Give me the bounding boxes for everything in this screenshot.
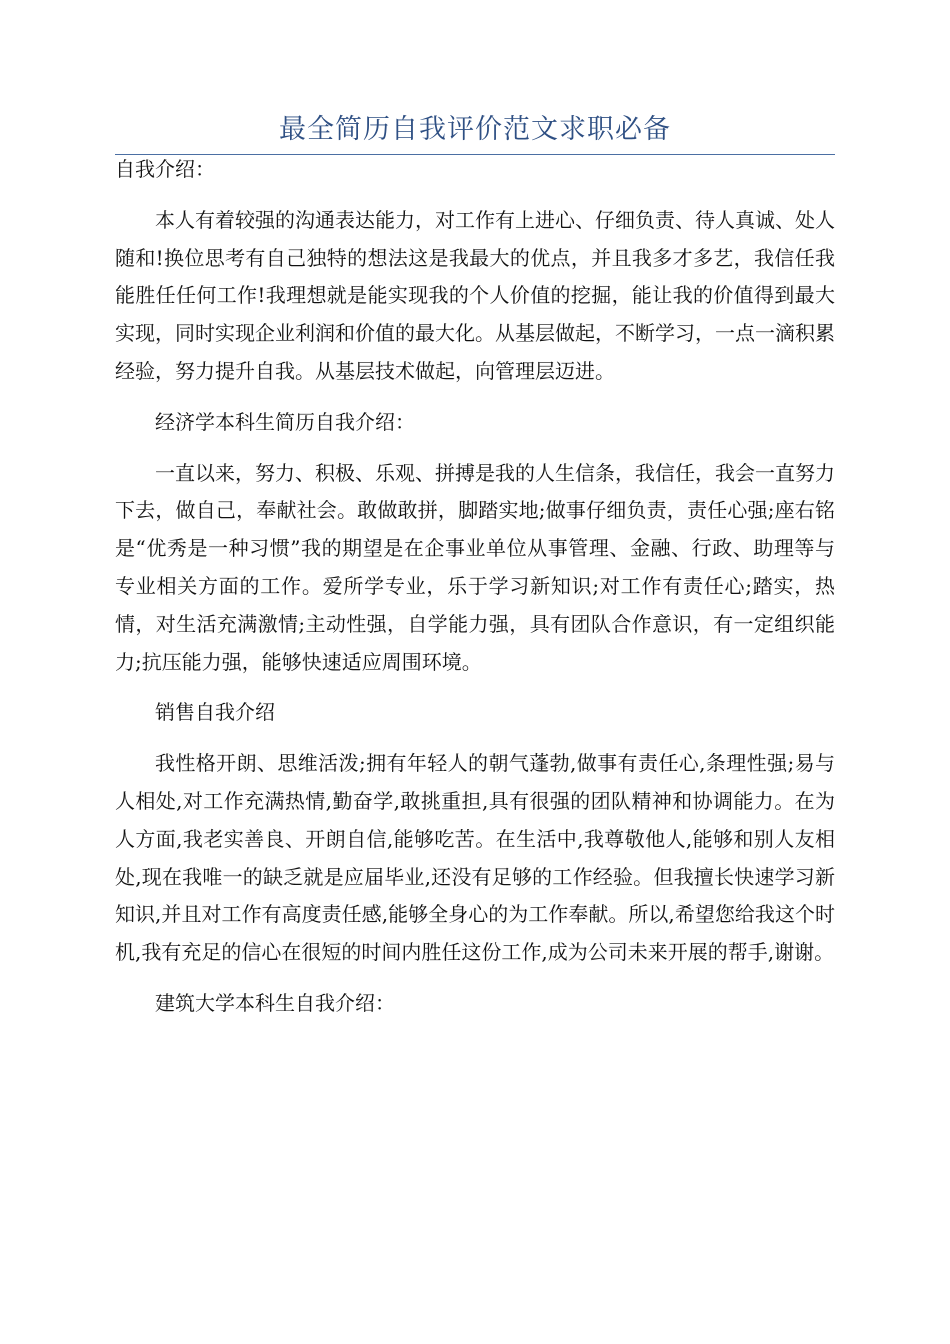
- section-label-economics: 经济学本科生简历自我介绍：: [155, 409, 415, 434]
- section-label-architecture: 建筑大学本科生自我介绍：: [155, 990, 395, 1015]
- paragraph-self-intro: 本人有着较强的沟通表达能力，对工作有上进心、仔细负责、待人真诚、处人随和!换位思考有自己独特的想法这是我最大的优点，并且我多才多艺，我信任我能胜任任何工作!我理想就是能实现我的个人价值的挖掘，能让我的价值得到最大实现，同时实现企业利润和价值的最大化。从基层做起，不断学习，一点一滴积累经验，努力提升自我。从基层技术做起，向管理层迈进。: [115, 207, 835, 383]
- paragraph-economics: 一直以来，努力、积极、乐观、拼搏是我的人生信条，我信任，我会一直努力下去，做自己，奉献社会。敢做敢拼，脚踏实地;做事仔细负责，责任心强;座右铭是“优秀是一种习惯”我的期望是在企事业单位从事管理、金融、行政、助理等与专业相关方面的工作。爱所学专业，乐于学习新知识;对工作有责任心;踏实，热情，对生活充满激情;主动性强，自学能力强，具有团队合作意识，有一定组织能力;抗压能力强，能够快速适应周围环境。: [115, 460, 835, 674]
- section-label-sales: 销售自我介绍: [155, 700, 275, 725]
- section-label-self-intro: 自我介绍：: [115, 157, 215, 181]
- document-title: 最全简历自我评价范文求职必备: [279, 114, 671, 145]
- document-body: [115, 151, 835, 1036]
- paragraph-sales: 我性格开朗、思维活泼;拥有年轻人的朝气蓬勃,做事有责任心,条理性强;易与人相处,对工作充满热情,勤奋学,敢挑重担,具有很强的团队精神和协调能力。在为人方面,我老实善良、开朗自信,能够吃苦。在生活中,我尊敬他人,能够和别人友相处,现在我唯一的缺乏就是应届毕业,还没有足够的工作经验。但我擅长快速学习新知识,并且对工作有高度责任感,能够全身心的为工作奉献。所以,希望您给我这个时机,我有充足的信心在很短的时间内胜任这份工作,成为公司未来开展的帮手,谢谢。: [115, 751, 835, 965]
